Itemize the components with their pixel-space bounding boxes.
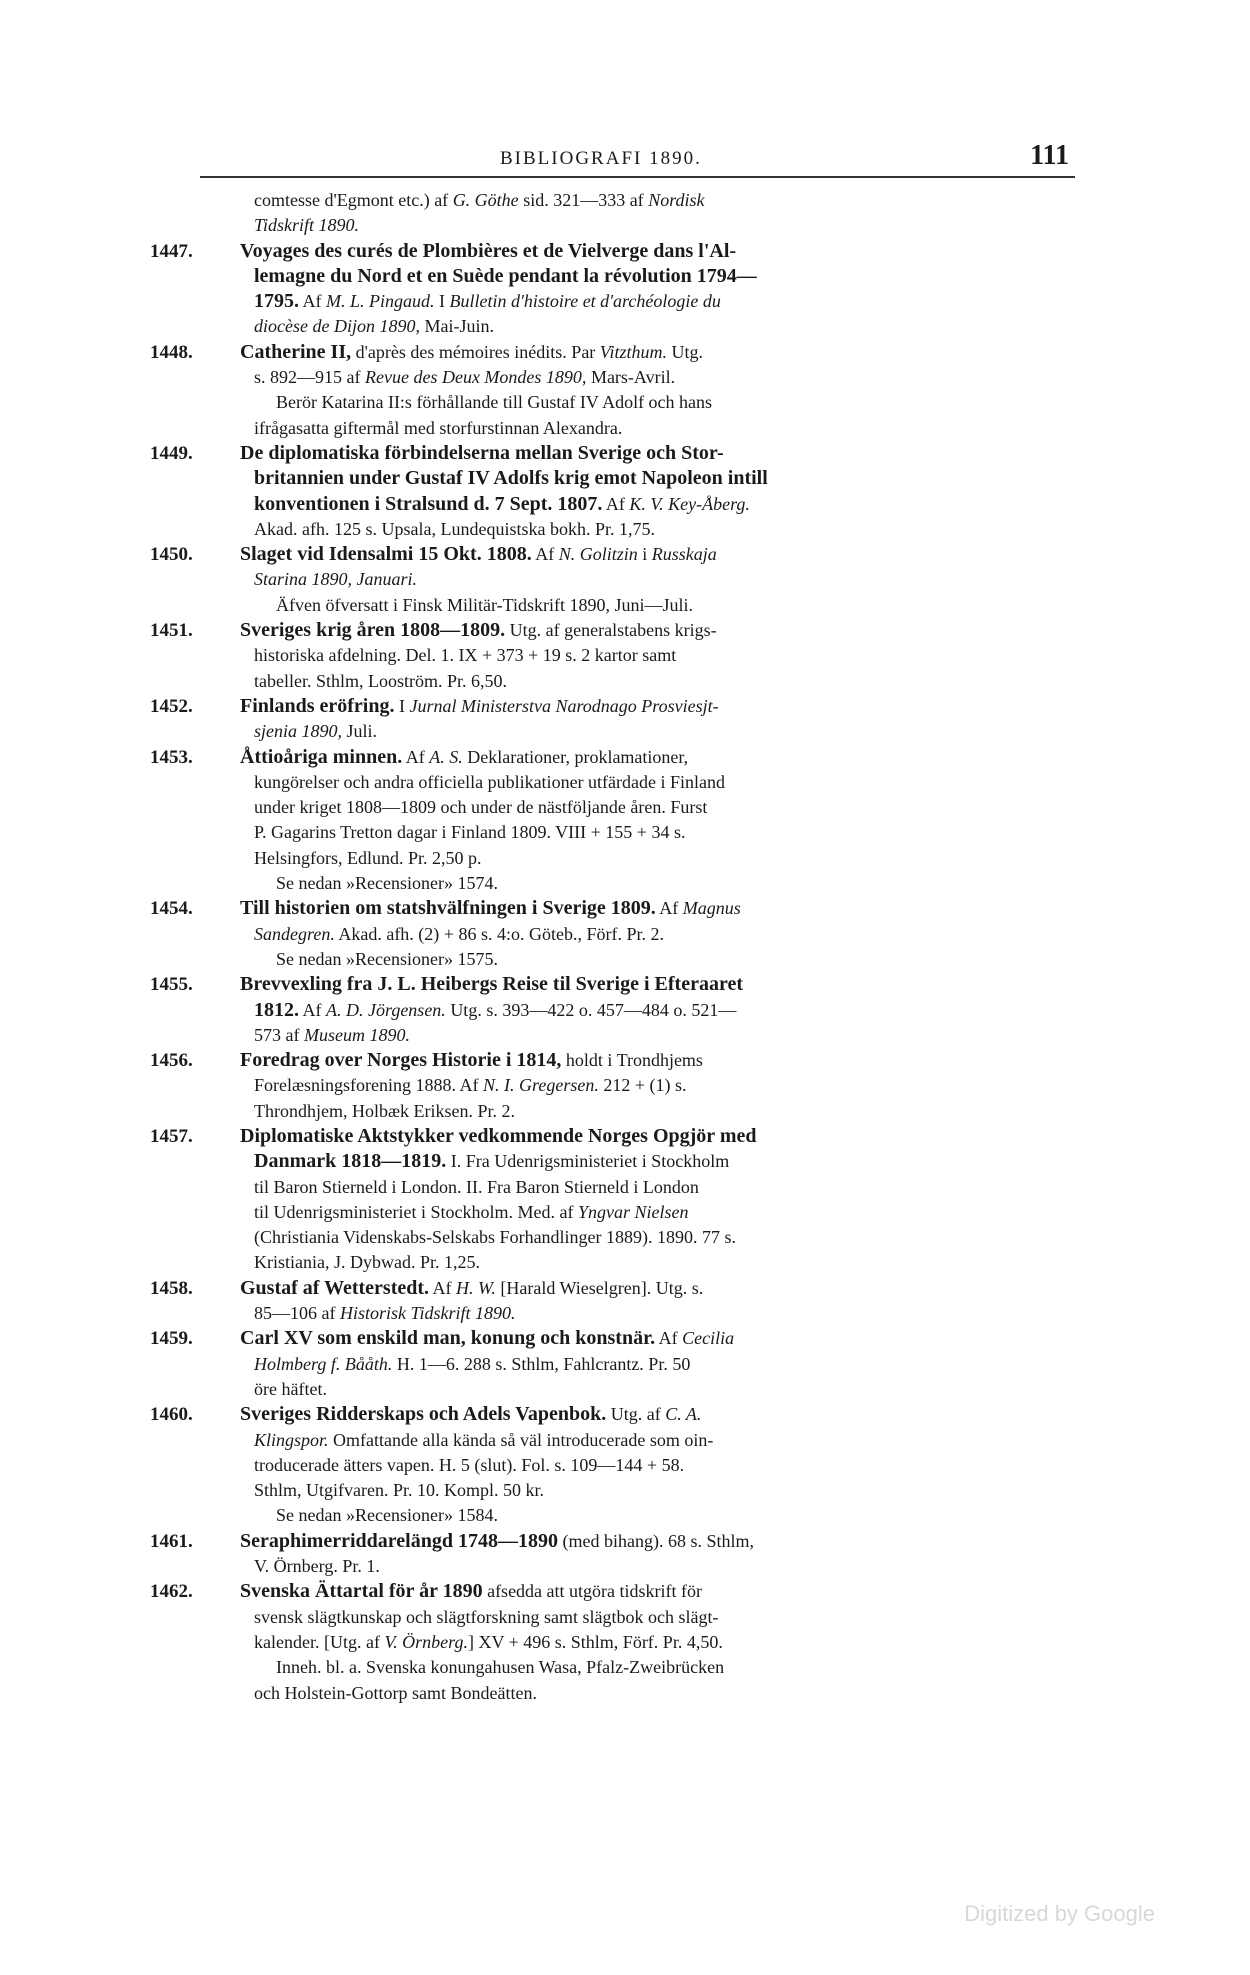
- plain-text: [Harald Wieselgren]. Utg. s.: [495, 1277, 704, 1298]
- entry-number: 1452.: [150, 695, 193, 717]
- line-text: [240, 441, 724, 466]
- title-text: Seraphimerriddarelängd 1748—1890: [240, 1529, 558, 1552]
- entry-line: [150, 1326, 1080, 1351]
- title-text: Åttioåriga minnen.: [240, 745, 403, 768]
- italic-text: Museum 1890.: [303, 1024, 410, 1045]
- text-line: [150, 213, 1080, 238]
- plain-text: öre häftet.: [254, 1378, 327, 1399]
- text-line: [150, 517, 1080, 542]
- plain-text: Af: [602, 493, 630, 514]
- text-line: [150, 770, 1080, 795]
- text-line: [150, 1023, 1080, 1048]
- plain-text: Se nedan »Recensioner» 1584.: [276, 1505, 498, 1526]
- plain-text: Af: [429, 1277, 457, 1298]
- text-line: [150, 416, 1080, 441]
- line-text: [254, 820, 685, 845]
- text-line: [150, 1655, 1080, 1680]
- plain-text: Omfattande alla kända så väl introducerade som oin-: [328, 1429, 714, 1450]
- plain-text: Forelæsningsforening 1888. Af: [254, 1075, 483, 1096]
- entry-number: 1447.: [150, 240, 193, 262]
- plain-text: H. 1—6. 288 s. Sthlm, Fahlcrantz. Pr. 50: [392, 1353, 691, 1374]
- italic-text: Revue des Deux Mondes 1890,: [365, 367, 587, 388]
- entry-line: [150, 1276, 1080, 1301]
- plain-text: Af: [299, 291, 326, 312]
- digitized-watermark: Digitized by Google: [964, 1901, 1155, 1926]
- line-text: [240, 1124, 756, 1149]
- line-text: [240, 1326, 734, 1351]
- plain-text: Kristiania, J. Dybwad. Pr. 1,25.: [254, 1252, 480, 1273]
- italic-text: diocèse de Dijon 1890,: [254, 316, 420, 337]
- line-text: [276, 593, 693, 618]
- italic-text: Cecilia: [682, 1328, 735, 1349]
- plain-text: holdt i Trondhjems: [561, 1050, 703, 1071]
- text-line: [150, 1681, 1080, 1706]
- plain-text: I. Fra Udenrigsministeriet i Stockholm: [446, 1151, 730, 1172]
- entry-number: 1458.: [150, 1277, 193, 1299]
- plain-text: ] XV + 496 s. Sthlm, Förf. Pr. 4,50.: [467, 1631, 723, 1652]
- title-text: Svenska Ättartal för år 1890: [240, 1580, 483, 1603]
- line-text: [254, 289, 721, 314]
- plain-text: Se nedan »Recensioner» 1574.: [276, 873, 498, 894]
- text-line: [150, 1099, 1080, 1124]
- line-text: [254, 1099, 515, 1124]
- plain-text: kalender. [Utg. af: [254, 1631, 385, 1652]
- entry-line: [150, 618, 1080, 643]
- text-line: [150, 289, 1080, 314]
- line-text: [254, 365, 675, 390]
- plain-text: Äfven öfversatt i Finsk Militär-Tidskrift 1890, Juni—Juli.: [276, 594, 693, 615]
- title-text: Voyages des curés de Plombières et de Vielverge dans l'Al-: [240, 239, 737, 262]
- text-line: [150, 922, 1080, 947]
- plain-text: Utg. s. 393—422 o. 457—484 o. 521—: [445, 999, 737, 1020]
- plain-text: kungörelser och andra officiella publikationer utfärdade i Finland: [254, 771, 726, 792]
- text-line: [150, 466, 1080, 491]
- plain-text: (med bihang). 68 s. Sthlm,: [557, 1530, 754, 1551]
- line-text: [254, 770, 725, 795]
- plain-text: I: [434, 291, 450, 312]
- title-text: Danmark 1818—1819.: [254, 1150, 447, 1173]
- plain-text: sid. 321—333 af: [518, 190, 649, 210]
- text-line: [150, 1250, 1080, 1275]
- text-line: [150, 1453, 1080, 1478]
- text-line: [150, 567, 1080, 592]
- plain-text: V. Örnberg. Pr. 1.: [254, 1556, 380, 1577]
- plain-text: Mai-Juin.: [419, 316, 494, 337]
- text-line: [150, 1149, 1080, 1174]
- line-text: [254, 1250, 480, 1275]
- line-text: [254, 1023, 410, 1048]
- text-line: [150, 593, 1080, 618]
- entry-line: [150, 694, 1080, 719]
- italic-text: M. L. Pingaud.: [326, 291, 435, 312]
- plain-text: Utg.: [666, 341, 703, 362]
- plain-text: Se nedan »Recensioner» 1575.: [276, 948, 498, 969]
- entry-line: [150, 340, 1080, 365]
- plain-text: 85—106 af: [254, 1303, 340, 1324]
- entry-number: 1454.: [150, 898, 193, 920]
- title-text: konventionen i Stralsund d. 7 Sept. 1807.: [254, 492, 603, 515]
- entry-line: [150, 441, 1080, 466]
- title-text: britannien under Gustaf IV Adolfs krig emot Napoleon intill: [254, 467, 768, 490]
- text-line: [150, 871, 1080, 896]
- line-text: [240, 1048, 703, 1073]
- line-text: [254, 1554, 380, 1579]
- plain-text: 573 af: [254, 1024, 304, 1045]
- line-text: [254, 567, 417, 592]
- line-text: [254, 1453, 684, 1478]
- plain-text: ifrågasatta giftermål med storfurstinnan Alexandra.: [254, 417, 623, 438]
- title-text: Foredrag over Norges Historie i 1814,: [240, 1049, 562, 1072]
- title-text: Gustaf af Wetterstedt.: [240, 1276, 430, 1299]
- plain-text: Af: [299, 999, 326, 1020]
- text-line: [150, 314, 1080, 339]
- line-text: [254, 1428, 713, 1453]
- line-text: [254, 188, 705, 213]
- entry-line: [150, 1402, 1080, 1427]
- entry-number: 1449.: [150, 442, 193, 464]
- text-line: [150, 846, 1080, 871]
- plain-text: til Udenrigsministeriet i Stockholm. Med. af: [254, 1201, 578, 1222]
- line-text: [254, 492, 750, 517]
- title-text: Diplomatiske Aktstykker vedkommende Norges Opgjör med: [240, 1124, 757, 1147]
- italic-text: A. S.: [429, 746, 463, 767]
- italic-text: Nordisk: [648, 190, 705, 210]
- text-line: [150, 1377, 1080, 1402]
- text-line: [150, 669, 1080, 694]
- entry-number: 1462.: [150, 1581, 193, 1603]
- italic-text: Starina 1890, Januari.: [254, 569, 418, 590]
- plain-text: (Christiania Videnskabs-Selskabs Forhandlinger 1889). 1890. 77 s.: [254, 1227, 737, 1248]
- page-number: 111: [1030, 140, 1069, 171]
- line-text: [254, 922, 664, 947]
- line-text: [254, 643, 676, 668]
- italic-text: C. A.: [665, 1404, 702, 1425]
- italic-text: G. Göthe: [452, 190, 519, 210]
- text-line: [150, 1554, 1080, 1579]
- line-text: [254, 1681, 537, 1706]
- line-text: [254, 719, 377, 744]
- line-text: [240, 694, 719, 719]
- plain-text: Af: [655, 1328, 683, 1349]
- title-text: Till historien om statshvälfningen i Sverige 1809.: [240, 897, 656, 920]
- line-text: [254, 1225, 736, 1250]
- text-line: [150, 1428, 1080, 1453]
- line-text: [240, 542, 717, 567]
- title-text: lemagne du Nord et en Suède pendant la révolution 1794—: [254, 264, 757, 287]
- plain-text: Af: [402, 746, 430, 767]
- italic-text: N. Golitzin: [558, 544, 638, 565]
- plain-text: Juli.: [342, 721, 378, 742]
- italic-text: Historisk Tidskrift 1890.: [339, 1303, 516, 1324]
- line-text: [276, 1503, 498, 1528]
- running-header: [200, 140, 1075, 178]
- italic-text: Sandegren.: [254, 923, 335, 944]
- entry-line: [150, 1579, 1080, 1604]
- entry-number: 1451.: [150, 620, 193, 642]
- italic-text: Russkaja: [651, 544, 717, 565]
- line-text: [240, 896, 741, 921]
- plain-text: i: [637, 544, 652, 565]
- title-text: Catherine II,: [240, 340, 352, 363]
- entry-number: 1457.: [150, 1125, 193, 1147]
- text-line: [150, 492, 1080, 517]
- plain-text: Af: [655, 898, 683, 919]
- line-text: [254, 466, 768, 491]
- italic-text: A. D. Jörgensen.: [326, 999, 446, 1020]
- line-text: [254, 795, 707, 820]
- entry-line: [150, 1048, 1080, 1073]
- line-text: [254, 213, 359, 238]
- plain-text: Utg. af: [606, 1404, 666, 1425]
- line-text: [254, 1301, 516, 1326]
- line-text: [254, 264, 757, 289]
- plain-text: 212 + (1) s.: [598, 1075, 687, 1096]
- entry-number: 1460.: [150, 1404, 193, 1426]
- plain-text: I: [394, 695, 410, 716]
- plain-text: Af: [531, 544, 559, 565]
- title-text: 1795.: [254, 290, 299, 313]
- plain-text: troducerade ätters vapen. H. 5 (slut). Fol. s. 109—144 + 58.: [254, 1454, 685, 1475]
- line-text: [240, 618, 717, 643]
- entry-number: 1456.: [150, 1050, 193, 1072]
- line-text: [240, 1529, 754, 1554]
- entry-number: 1461.: [150, 1530, 193, 1552]
- entry-number: 1453.: [150, 746, 193, 768]
- line-text: [240, 1276, 703, 1301]
- text-line: [150, 1478, 1080, 1503]
- text-line: [150, 188, 1080, 213]
- plain-text: afsedda att utgöra tidskrift för: [482, 1581, 703, 1602]
- text-line: [150, 795, 1080, 820]
- title-text: Sveriges krig åren 1808—1809.: [240, 619, 506, 642]
- plain-text: comtesse d'Egmont etc.) af: [254, 190, 453, 210]
- title-text: 1812.: [254, 998, 299, 1021]
- line-text: [254, 1200, 688, 1225]
- bibliography-list: [150, 188, 1080, 1706]
- plain-text: Utg. af generalstabens krigs-: [505, 620, 717, 641]
- italic-text: V. Örnberg.: [384, 1631, 468, 1652]
- entry-line: [150, 972, 1080, 997]
- text-line: [150, 1352, 1080, 1377]
- italic-text: Yngvar Nielsen: [577, 1201, 689, 1222]
- text-line: [150, 820, 1080, 845]
- plain-text: historiska afdelning. Del. 1. IX + 373 + 19 s. 2 kartor samt: [254, 645, 677, 666]
- line-text: [254, 998, 736, 1023]
- entry-line: [150, 1124, 1080, 1149]
- entry-number: 1448.: [150, 341, 193, 363]
- plain-text: tabeller. Sthlm, Looström. Pr. 6,50.: [254, 670, 507, 691]
- line-text: [240, 745, 688, 770]
- plain-text: Akad. afh. 125 s. Upsala, Lundequistska bokh. Pr. 1,75.: [254, 518, 655, 539]
- plain-text: Akad. afh. (2) + 86 s. 4:o. Göteb., Förf. Pr. 2.: [334, 923, 664, 944]
- line-text: [254, 416, 622, 441]
- text-line: [150, 719, 1080, 744]
- plain-text: och Holstein-Gottorp samt Bondeätten.: [254, 1682, 537, 1703]
- line-text: [254, 1149, 729, 1174]
- line-text: [254, 1377, 327, 1402]
- line-text: [240, 340, 703, 365]
- text-line: [150, 1175, 1080, 1200]
- entry-line: [150, 896, 1080, 921]
- title-text: Brevvexling fra J. L. Heibergs Reise til Sverige i Efteraaret: [240, 973, 744, 996]
- text-line: [150, 1225, 1080, 1250]
- plain-text: Inneh. bl. a. Svenska konungahusen Wasa, Pfalz-Zweibrücken: [276, 1657, 725, 1678]
- italic-text: Vitzthum.: [599, 341, 667, 362]
- line-text: [254, 1175, 699, 1200]
- plain-text: under kriget 1808—1809 och under de nästföljande åren. Furst: [254, 797, 708, 818]
- line-text: [254, 1478, 544, 1503]
- line-text: [254, 1352, 690, 1377]
- text-line: [150, 1073, 1080, 1098]
- plain-text: Throndhjem, Holbæk Eriksen. Pr. 2.: [254, 1100, 515, 1121]
- line-text: [276, 390, 712, 415]
- title-text: Finlands eröfring.: [240, 694, 395, 717]
- title-text: De diplomatiska förbindelserna mellan Sverige och Stor-: [240, 441, 724, 464]
- italic-text: H. W.: [456, 1277, 496, 1298]
- italic-text: N. I. Gregersen.: [483, 1075, 599, 1096]
- text-line: [150, 1200, 1080, 1225]
- line-text: [254, 1073, 686, 1098]
- title-text: Carl XV som enskild man, konung och konstnär.: [240, 1327, 656, 1350]
- text-line: [150, 998, 1080, 1023]
- text-line: [150, 643, 1080, 668]
- line-text: [240, 239, 736, 264]
- entry-line: [150, 1529, 1080, 1554]
- text-line: [150, 1605, 1080, 1630]
- text-line: [150, 1301, 1080, 1326]
- entry-line: [150, 542, 1080, 567]
- line-text: [254, 1605, 718, 1630]
- plain-text: Helsingfors, Edlund. Pr. 2,50 p.: [254, 847, 482, 868]
- entry-line: [150, 239, 1080, 264]
- entry-number: 1455.: [150, 974, 193, 996]
- italic-text: Holmberg f. Bååth.: [254, 1353, 393, 1374]
- plain-text: til Baron Stierneld i London. II. Fra Baron Stierneld i London: [254, 1176, 699, 1197]
- plain-text: s. 892—915 af: [254, 367, 365, 388]
- italic-text: Klingspor.: [254, 1429, 329, 1450]
- title-text: Slaget vid Idensalmi 15 Okt. 1808.: [240, 543, 532, 566]
- line-text: [254, 517, 655, 542]
- entry-line: [150, 745, 1080, 770]
- text-line: [150, 947, 1080, 972]
- line-text: [276, 1655, 724, 1680]
- plain-text: d'après des mémoires inédits. Par: [351, 341, 600, 362]
- entry-number: 1459.: [150, 1328, 193, 1350]
- italic-text: K. V. Key-Åberg.: [629, 493, 750, 514]
- italic-text: sjenia 1890,: [254, 721, 342, 742]
- italic-text: Bulletin d'histoire et d'archéologie du: [449, 291, 721, 312]
- plain-text: Mars-Avril.: [586, 367, 676, 388]
- line-text: [254, 1630, 723, 1655]
- text-line: [150, 1630, 1080, 1655]
- text-line: [150, 264, 1080, 289]
- italic-text: Jurnal Ministerstva Narodnago Prosviesjt-: [409, 695, 719, 716]
- plain-text: Deklarationer, proklamationer,: [462, 746, 689, 767]
- line-text: [254, 846, 482, 871]
- line-text: [240, 1402, 701, 1427]
- header-title: BIBLIOGRAFI 1890.: [500, 148, 702, 169]
- plain-text: Sthlm, Utgifvaren. Pr. 10. Kompl. 50 kr.: [254, 1480, 544, 1501]
- italic-text: Magnus: [682, 898, 741, 919]
- entry-number: 1450.: [150, 544, 193, 566]
- text-line: [150, 1503, 1080, 1528]
- line-text: [240, 972, 743, 997]
- title-text: Sveriges Ridderskaps och Adels Vapenbok.: [240, 1403, 607, 1426]
- plain-text: Berör Katarina II:s förhållande till Gustaf IV Adolf och hans: [276, 392, 713, 413]
- italic-text: Tidskrift 1890.: [254, 215, 360, 236]
- plain-text: P. Gagarins Tretton dagar i Finland 1809. VIII + 155 + 34 s.: [254, 822, 686, 843]
- text-line: [150, 365, 1080, 390]
- line-text: [254, 669, 507, 694]
- plain-text: svensk slägtkunskap och slägtforskning samt slägtbok och slägt-: [254, 1606, 719, 1627]
- line-text: [254, 314, 494, 339]
- line-text: [240, 1579, 702, 1604]
- line-text: [276, 871, 498, 896]
- line-text: [276, 947, 498, 972]
- text-line: [150, 390, 1080, 415]
